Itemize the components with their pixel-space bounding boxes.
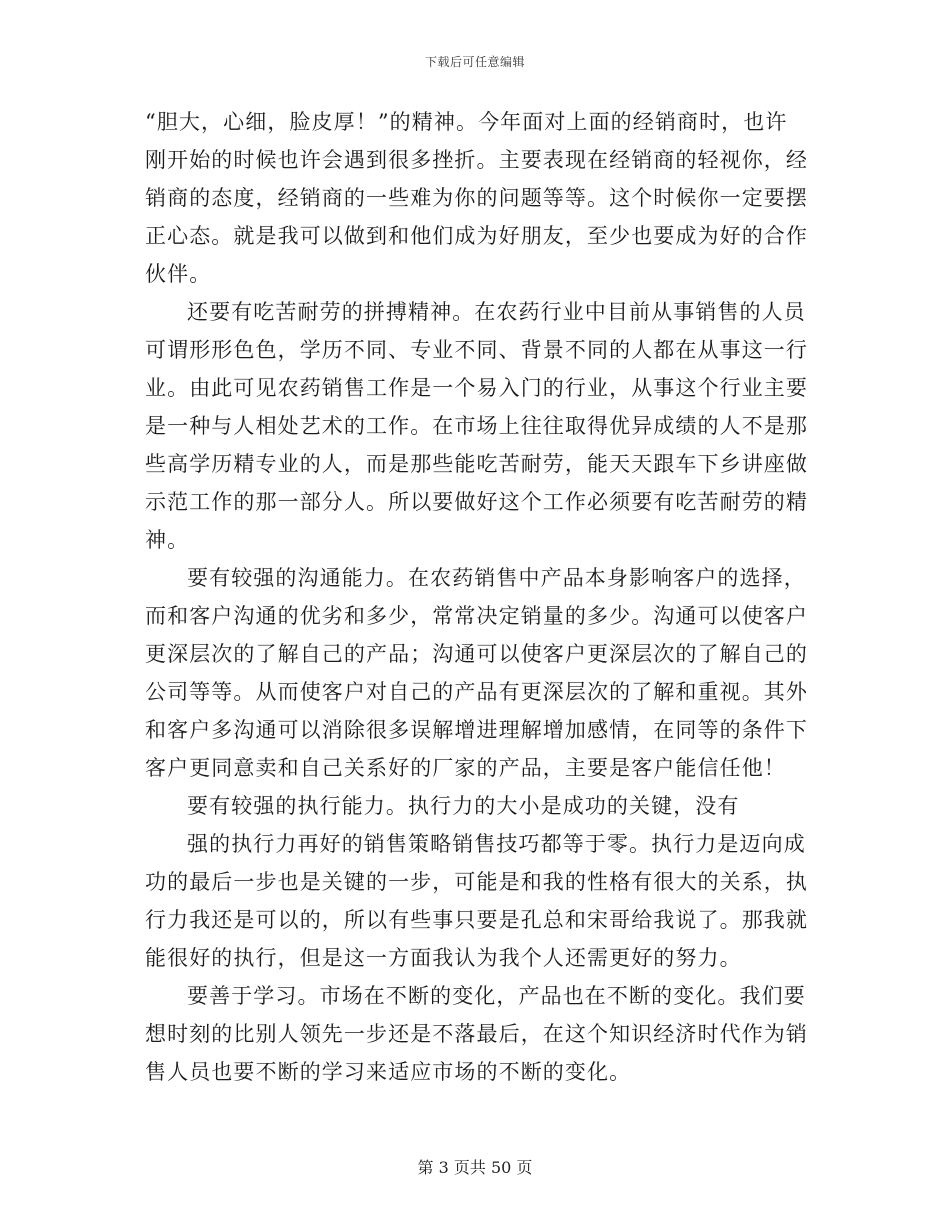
text-line: 伙伴。 [145,262,212,286]
text-line: “胆大，心细，脸皮厚！”的精神。今年面对上面的经销商时，也许 [145,110,788,134]
text-line: 而和客户沟通的优劣和多少，常常决定销量的多少。沟通可以使客户 [145,604,808,628]
text-line: 能很好的执行，但是这一方面我认为我个人还需更好的努力。 [145,946,742,970]
text-line: 更深层次的了解自己的产品；沟通可以使客户更深层次的了解自己的 [145,642,808,666]
text-line: 售人员也要不断的学习来适应市场的不断的变化。 [145,1060,632,1084]
page-number: 第 3 页共 50 页 [417,1158,533,1177]
text-line: 公司等等。从而使客户对自己的产品有更深层次的了解和重视。其外 [145,680,808,704]
text-line: 业。由此可见农药销售工作是一个易入门的行业，从事这个行业主要 [145,376,808,400]
text-line: 示范工作的那一部分人。所以要做好这个工作必须要有吃苦耐劳的精 [145,490,808,514]
text-line: 功的最后一步也是关键的一步，可能是和我的性格有很大的关系，执 [145,870,808,894]
text-line: 销商的态度，经销商的一些难为你的问题等等。这个时候你一定要摆 [145,186,808,210]
text-line: 和客户多沟通可以消除很多误解增进理解增加感情，在同等的条件下 [145,718,808,742]
paragraph-start-line: 要善于学习。市场在不断的变化，产品也在不断的变化。我们要 [187,984,806,1008]
paragraph-start-line: 还要有吃苦耐劳的拼搏精神。在农药行业中目前从事销售的人员 [187,300,806,324]
page-header: 下载后可任意编辑 [424,55,525,69]
text-line: 正心态。就是我可以做到和他们成为好朋友，至少也要成为好的合作 [145,224,808,248]
text-line: 客户更同意卖和自己关系好的厂家的产品，主要是客户能信任他！ [145,756,786,780]
text-line: 刚开始的时候也许会遇到很多挫折。主要表现在经销商的轻视你，经 [145,148,808,172]
paragraph-start-line: 强的执行力再好的销售策略销售技巧都等于零。执行力是迈向成 [187,832,806,856]
text-line: 神。 [145,528,190,552]
text-line: 想时刻的比别人领先一步还是不落最后，在这个知识经济时代作为销 [145,1022,808,1046]
paragraph-start-line: 要有较强的执行能力。执行力的大小是成功的关键，没有 [187,794,740,818]
text-line: 些高学历精专业的人，而是那些能吃苦耐劳，能天天跟车下乡讲座做 [145,452,808,476]
document-body [145,103,808,1091]
paragraph-start-line: 要有较强的沟通能力。在农药销售中产品本身影响客户的选择， [187,566,806,590]
text-line: 是一种与人相处艺术的工作。在市场上往往取得优异成绩的人不是那 [145,414,808,438]
text-line: 可谓形形色色，学历不同、专业不同、背景不同的人都在从事这一行 [145,338,808,362]
text-line: 行力我还是可以的，所以有些事只要是孔总和宋哥给我说了。那我就 [145,908,808,932]
